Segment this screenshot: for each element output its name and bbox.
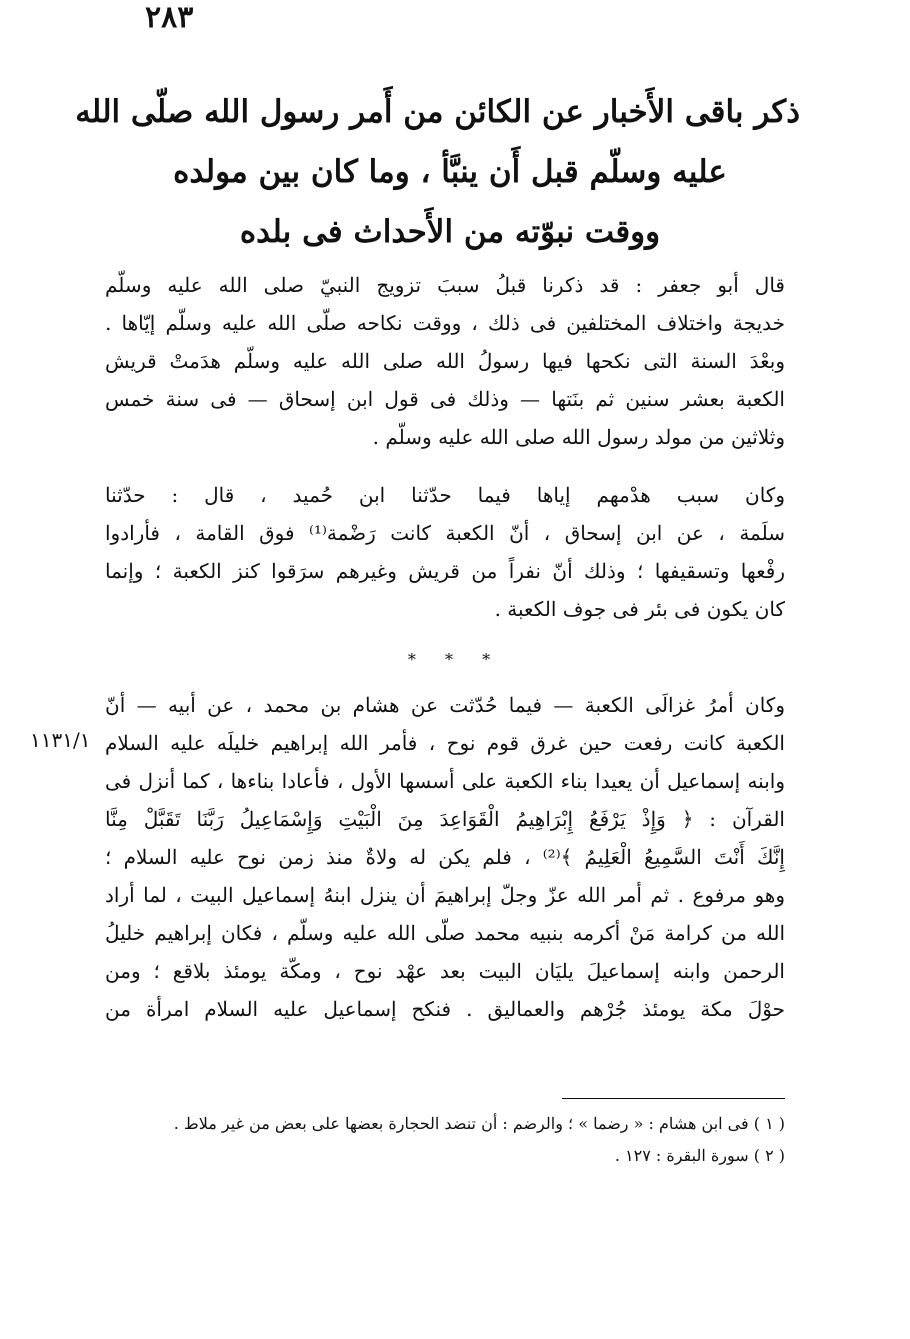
title-line: ووقت نبوّته من الأَحداث فى بلده xyxy=(239,214,661,250)
text-line: وبعْدَ السنة التى نكحها فيها رسولُ الله صلى الله عليه وسلّم هدَمتْ قريش xyxy=(105,349,785,373)
text-line: سلَمة ، عن ابن إسحاق ، أنّ الكعبة كانت رَضْمة⁽¹⁾ فوق القامة ، فأرادوا xyxy=(105,521,785,545)
text-line: وابنه إسماعيل أن يعيدا بناء الكعبة على أسسها الأول ، فأعادا بناءها ، كما أنزل فى xyxy=(105,769,785,793)
title-line: ذكر باقى الأَخبار عن الكائن من أَمر رسول الله صلّى الله xyxy=(75,94,800,130)
paragraph-1 xyxy=(105,266,785,456)
text-line: إِنَّكَ أَنْتَ السَّمِيعُ الْعَلِيمُ ﴾⁽²⁾ ، فلم يكن له ولاةٌ منذ زمن نوح عليه السلام ؛ xyxy=(105,845,785,869)
section-separator: * * * xyxy=(407,650,503,669)
text-line: وثلاثين من مولد رسول الله صلى الله عليه وسلّم . xyxy=(372,425,785,449)
text-line: وكان أمرُ غزالَى الكعبة — فيما حُدّثت عن هشام بن محمد ، عن أبيه — أنّ xyxy=(105,693,785,717)
text-line: القرآن : ﴿ وَإِذْ يَرْفَعُ إِبْرَاهِيمُ الْقَوَاعِدَ مِنَ الْبَيْتِ وَإِسْمَاعِيلُ رَبَّنَا تَقَبَّلْ مِنَّا xyxy=(105,807,785,831)
text-line: قال أبو جعفر : قد ذكرنا قبلُ سببَ تزويج النبيّ صلى الله عليه وسلّم xyxy=(105,273,785,297)
footnote: ( ١ ) فى ابن هشام : « رضما » ؛ والرضم : أن تنضد الحجارة بعضها على بعض من غير ملاط . xyxy=(173,1114,785,1133)
footnote-divider xyxy=(562,1098,785,1099)
text-line: وكان سبب هدْمهم إياها فيما حدّثنا ابن حُميد ، قال : حدّثنا xyxy=(105,483,785,507)
footnotes xyxy=(105,1108,785,1172)
footnote: ( ٢ ) سورة البقرة : ١٢٧ . xyxy=(614,1146,785,1165)
text-line: حوْلَ مكة يومئذ جُرْهم والعماليق . فنكح إسماعيل عليه السلام امرأة من xyxy=(105,997,785,1021)
page-number: ٢٨٣ xyxy=(145,0,194,35)
paragraph-2 xyxy=(105,476,785,628)
text-line: الكعبة بعشر سنين ثم بنَتها — وذلك فى قول ابن إسحاق — فى سنة خمس xyxy=(105,387,785,411)
chapter-title xyxy=(75,82,800,262)
title-line: عليه وسلّم قبل أَن ينبَّأ ، وما كان بين مولده xyxy=(173,154,727,190)
text-line: الله من كرامة مَنْ أكرمه بنبيه محمد صلّى الله عليه وسلّم ، فكان إبراهيم خليلُ xyxy=(105,921,785,945)
paragraph-3 xyxy=(105,686,785,1028)
text-line: خديجة واختلاف المختلفين فى ذلك ، ووقت نكاحه صلّى الله عليه وسلّم إيّاها . xyxy=(105,311,785,335)
text-line: رفْعها وتسقيفها ؛ وذلك أنّ نفراً من قريش وغيرهم سرَقوا كنز الكعبة ؛ وإنما xyxy=(105,559,785,583)
text-line: الرحمن وابنه إسماعيلَ يليَان البيت بعد عهْد نوح ، ومكّة يومئذ بلاقع ؛ ومن xyxy=(105,959,785,983)
text-line: كان يكون فى بئر فى جوف الكعبة . xyxy=(494,597,785,621)
marginal-reference: ١١٣١/١ xyxy=(30,728,91,752)
text-line: الكعبة كانت رفعت حين غرق قوم نوح ، فأمر الله إبراهيم خليلَه عليه السلام xyxy=(105,731,785,755)
text-line: وهو مرفوع . ثم أمر الله عزّ وجلّ إبراهيمَ أن ينزل ابنهُ إسماعيل البيت ، لما أراد xyxy=(105,883,785,907)
